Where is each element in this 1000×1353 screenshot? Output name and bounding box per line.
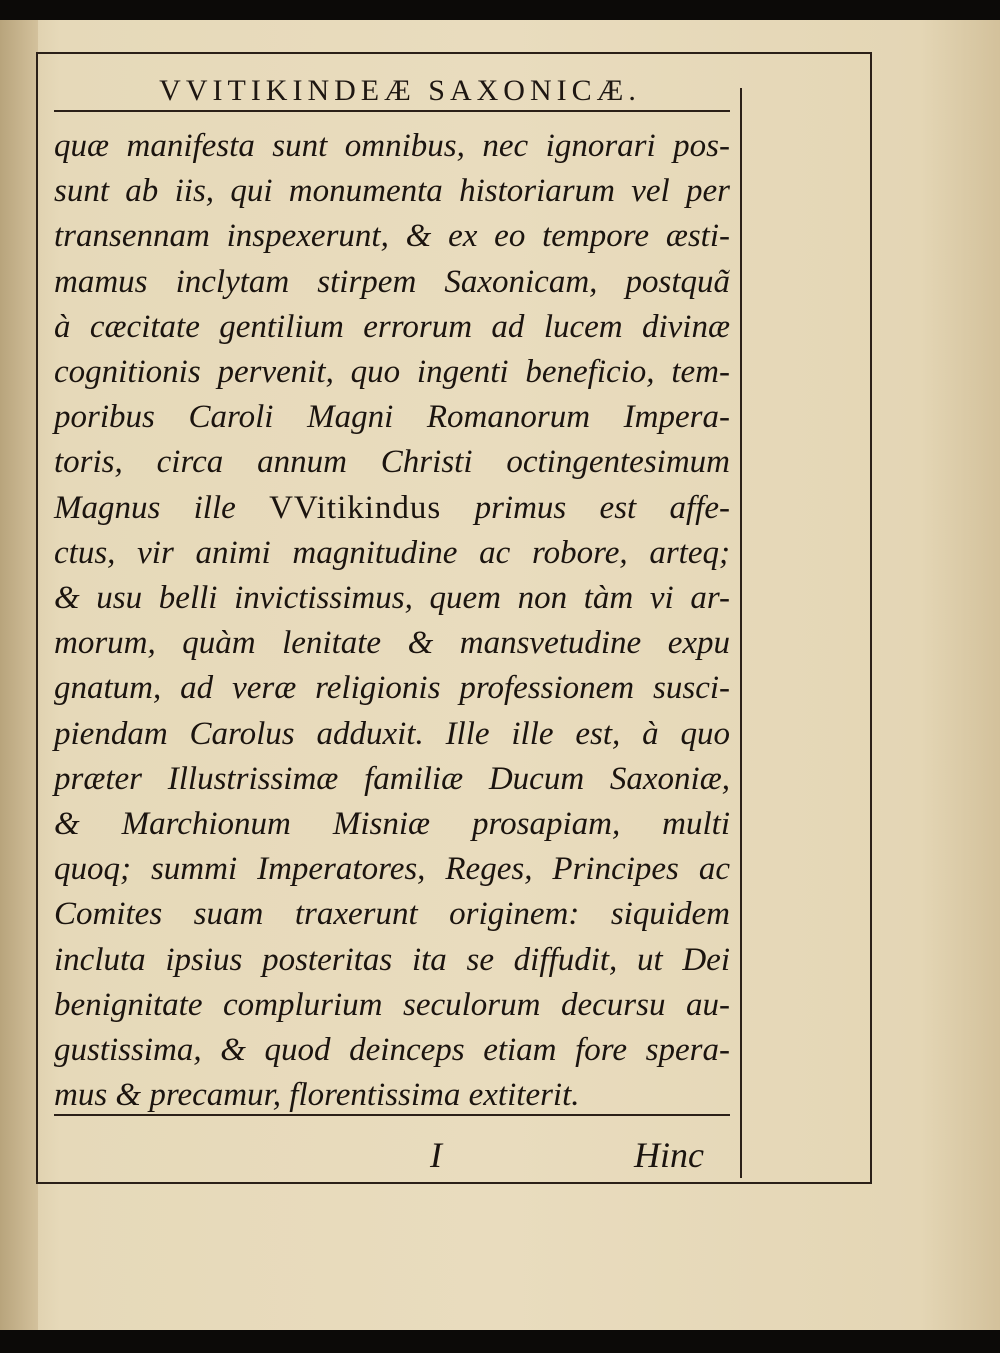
catchword: Hinc — [634, 1135, 704, 1175]
text-line: sunt ab iis, qui monumenta historiarum vel per — [54, 173, 730, 210]
text-line: præter Illustrissimæ familiæ Ducum Saxoniæ, — [54, 760, 730, 797]
text-line: quæ manifesta sunt omnibus, nec ignorari pos- — [54, 128, 730, 164]
text-line: Comites suam traxerunt originem: siquidem — [54, 896, 730, 933]
text-line — [54, 486, 730, 531]
text-line: cognitionis pervenit, quo ingenti beneficio, tem- — [54, 354, 730, 391]
text-column-rule — [740, 88, 742, 1178]
running-head: VVITIKINDEÆ SAXONICÆ. — [159, 74, 641, 107]
text-line: benignitate complurium seculorum decursu au- — [54, 986, 730, 1023]
text-line: gnatum, ad veræ religionis professionem susci- — [54, 670, 730, 707]
text-line: quoq; summi Imperatores, Reges, Principes ac — [54, 851, 730, 888]
text-fragment: Magnus ille — [54, 489, 270, 526]
text-line: morum, quàm lenitate & mansvetudine expu — [54, 625, 730, 662]
text-line: piendam Carolus adduxit. Ille ille est, à quo — [54, 715, 730, 752]
page-gutter-edge — [0, 20, 38, 1330]
proper-name-roman: VVitikindus — [269, 489, 442, 526]
text-line: poribus Caroli Magni Romanorum Impera- — [54, 399, 730, 436]
text-line: incluta ipsius posteritas ita se diffudit, ut Dei — [54, 941, 730, 978]
signature-mark: I — [430, 1135, 442, 1175]
text-line: ctus, vir animi magnitudine ac robore, arteq; — [54, 534, 730, 571]
text-line: & usu belli invictissimus, quem non tàm vi ar- — [54, 580, 730, 617]
head-rule — [54, 110, 730, 112]
text-line: à cæcitate gentilium errorum ad lucem divinæ — [54, 308, 730, 345]
body-text — [54, 124, 730, 1118]
text-fragment: primus est affe- — [441, 489, 730, 526]
text-line: gustissima, & quod deinceps etiam fore spera- — [54, 1032, 730, 1069]
text-line: transennam inspexerunt, & ex eo tempore æsti- — [54, 218, 730, 255]
text-line: mamus inclytam stirpem Saxonicam, postquã — [54, 263, 730, 300]
text-line: toris, circa annum Christi octingentesimum — [54, 444, 730, 481]
text-line: mus & precamur, florentissima extiterit. — [54, 1077, 580, 1114]
text-line: & Marchionum Misniæ prosapiam, multi — [54, 806, 730, 843]
